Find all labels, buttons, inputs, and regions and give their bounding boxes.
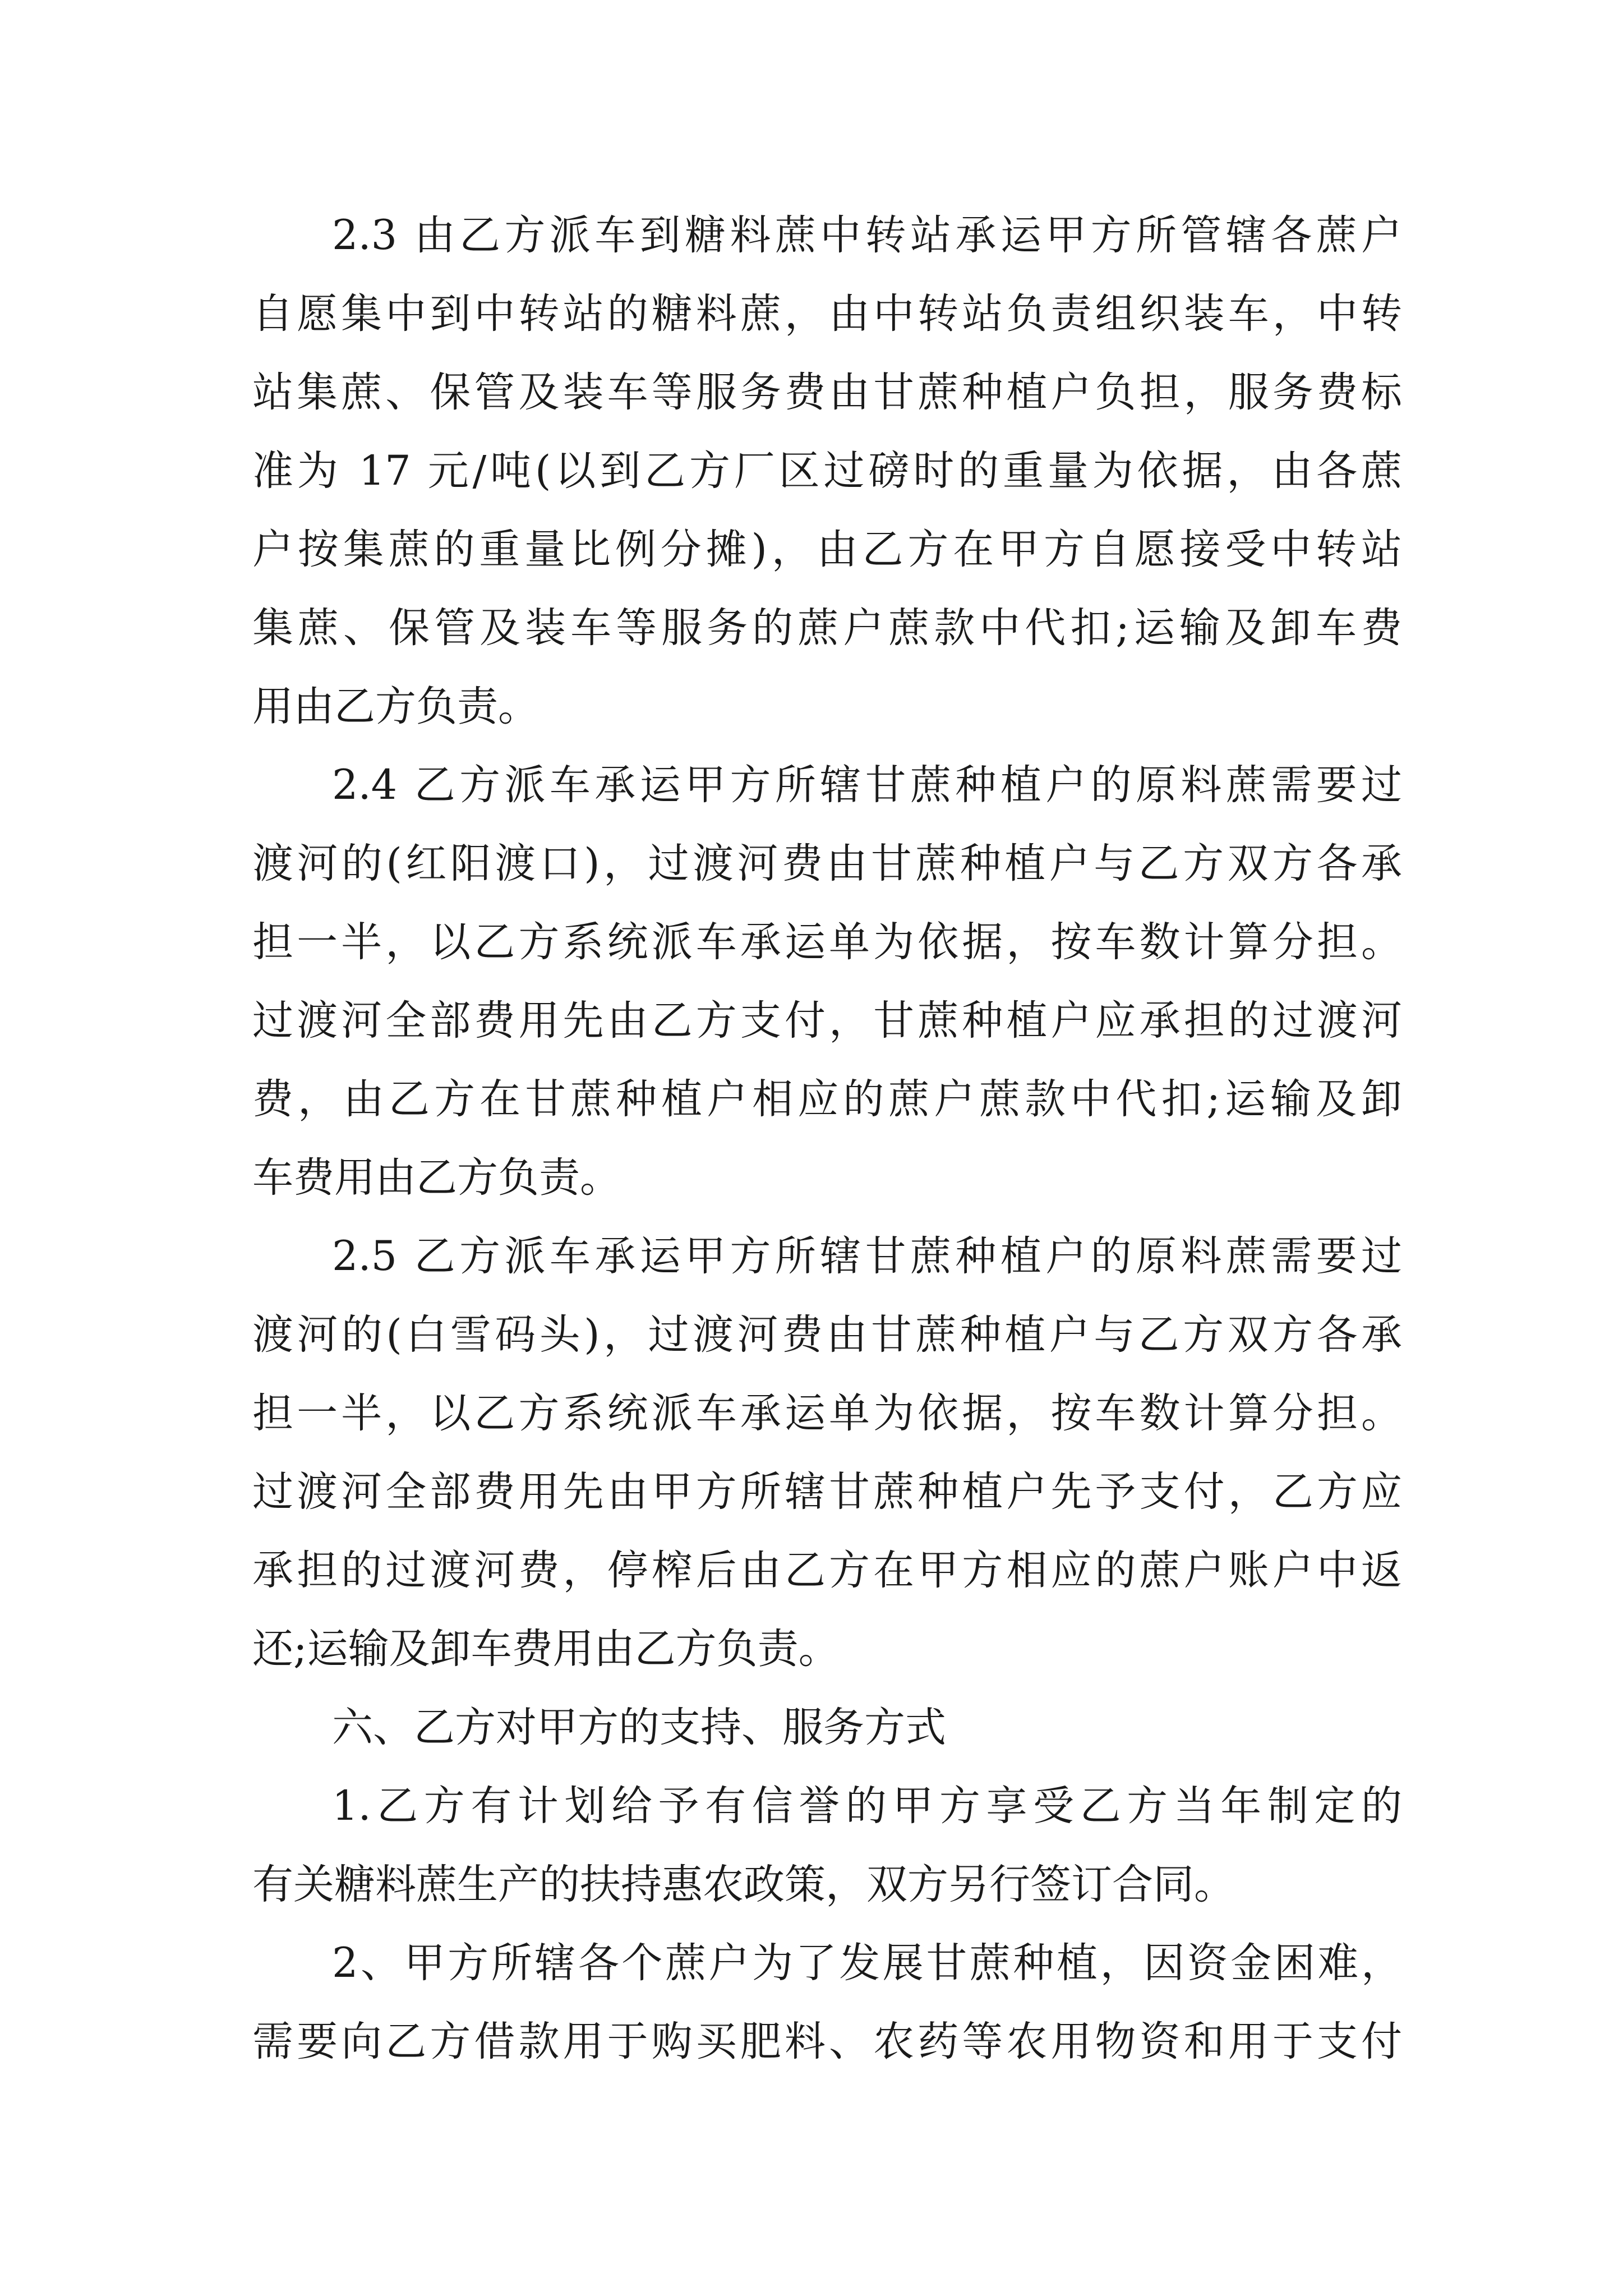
text-line: 渡河的(红阳渡口)，过渡河费由甘蔗种植户与乙方双方各承 [252,840,1402,887]
text-line: 车费用由乙方负责。 [252,1154,621,1202]
text-line: 自愿集中到中转站的糖料蔗，由中转站负责组织装车，中转 [252,290,1402,338]
text-line: 担一半，以乙方系统派车承运单为依据，按车数计算分担。 [252,1389,1402,1437]
text-line: 户按集蔗的重量比例分摊)，由乙方在甲方自愿接受中转站 [252,526,1402,573]
text-line: 2、甲方所辖各个蔗户为了发展甘蔗种植，因资金困难， [332,1939,1402,1987]
section-heading: 六、乙方对甲方的支持、服务方式 [332,1704,946,1751]
text-line: 担一半，以乙方系统派车承运单为依据，按车数计算分担。 [252,918,1402,966]
text-line: 还;运输及卸车费用由乙方负责。 [252,1625,840,1673]
text-line: 有关糖料蔗生产的扶持惠农政策，双方另行签订合同。 [252,1861,1235,1908]
text-line: 过渡河全部费用先由乙方支付，甘蔗种植户应承担的过渡河 [252,997,1402,1045]
text-line: 2.3 由乙方派车到糖料蔗中转站承运甲方所管辖各蔗户 [332,211,1402,259]
text-line: 需要向乙方借款用于购买肥料、农药等农用物资和用于支付 [252,2018,1402,2065]
text-line: 2.5 乙方派车承运甲方所辖甘蔗种植户的原料蔗需要过 [332,1232,1402,1280]
text-line: 集蔗、保管及装车等服务的蔗户蔗款中代扣;运输及卸车费 [252,604,1402,652]
text-line: 费，由乙方在甘蔗种植户相应的蔗户蔗款中代扣;运输及卸 [252,1075,1402,1123]
text-line: 承担的过渡河费，停榨后由乙方在甲方相应的蔗户账户中返 [252,1547,1402,1594]
text-line: 站集蔗、保管及装车等服务费由甘蔗种植户负担，服务费标 [252,369,1402,416]
text-line: 准为 17 元/吨(以到乙方厂区过磅时的重量为依据，由各蔗 [252,447,1402,495]
text-line: 过渡河全部费用先由甲方所辖甘蔗种植户先予支付，乙方应 [252,1468,1402,1516]
text-line: 2.4 乙方派车承运甲方所辖甘蔗种植户的原料蔗需要过 [332,761,1402,809]
text-line: 渡河的(白雪码头)，过渡河费由甘蔗种植户与乙方双方各承 [252,1311,1402,1359]
text-line: 用由乙方负责。 [252,683,539,730]
text-line: 1.乙方有计划给予有信誉的甲方享受乙方当年制定的 [332,1782,1402,1830]
